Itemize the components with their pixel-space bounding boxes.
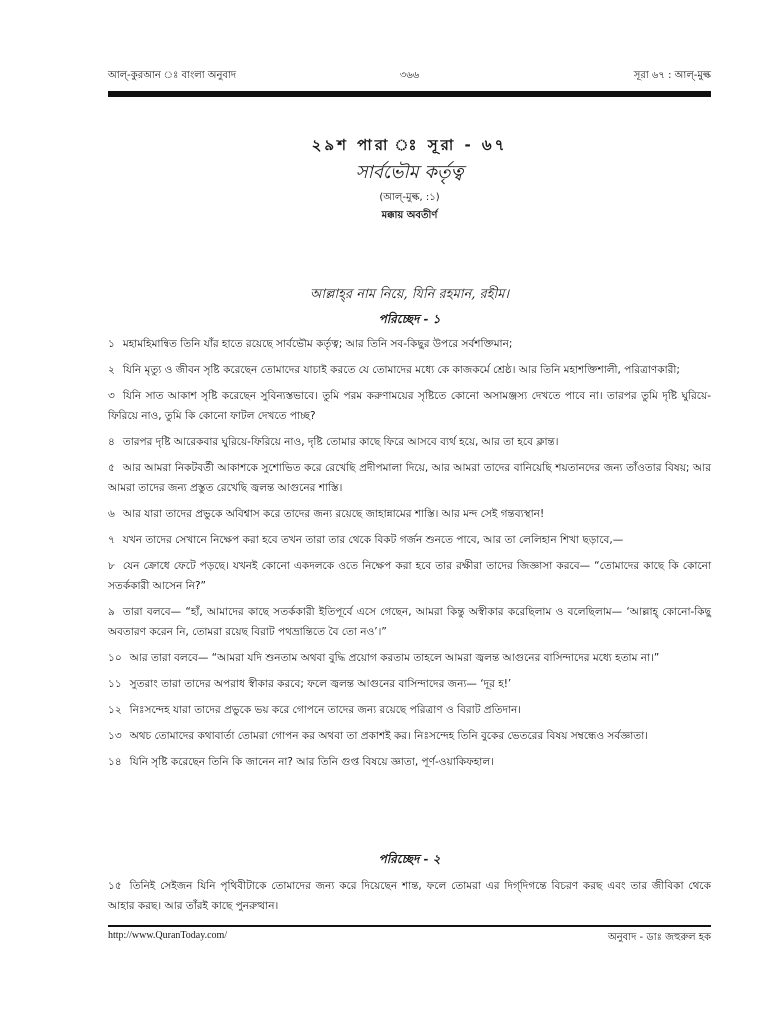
title-block	[108, 134, 711, 224]
verse	[108, 530, 711, 550]
verse-text: সুতরাং তারা তাদের অপরাধ স্বীকার করবে; ফলে জ্বলন্ত আগুনের বাসিন্দাদের জন্য— ‘দূর হ!’	[129, 678, 512, 690]
verse-text: অথচ তোমাদের কথাবার্তা তোমরা গোপন কর অথবা তা প্রকাশই কর। নিঃসন্দেহ তিনি বুকের ভেতরের বিষয় সম্বন্ধেও সর্বজ্ঞাতা।	[129, 730, 648, 742]
verse-number: ৫	[108, 462, 115, 474]
footer-website-link[interactable]: http://www.QuranToday.com/	[108, 930, 228, 941]
verse-text: মহামহিমান্বিত তিনি যাঁর হাতে রয়েছে সার্বভৌম কর্তৃত্ব; আর তিনি সব-কিছুর উপরে সর্বশক্তিমান;	[122, 338, 513, 350]
header-surah-ref: সূরা ৬৭ : আল্-মুল্ক	[633, 70, 711, 81]
verse-text: যখন তাদের সেখানে নিক্ষেপ করা হবে তখন তারা তার থেকে বিকট গর্জন শুনতে পাবে, আর তা লেলিহান শিখা ছড়াবে,—	[122, 534, 624, 546]
bismillah: আল্লাহ্‌র নাম নিয়ে, যিনি রহমান, রহীম।	[309, 287, 510, 302]
revelation-place: মক্কায় অবতীর্ণ	[381, 210, 438, 221]
verse-text: তিনিই সেইজন যিনি পৃথিবীটাকে তোমাদের জন্য করে দিয়েছেন শান্ত, ফলে তোমরা এর দিগ্‌দিগন্তে বিচরণ করছ এবং তার জীবিকা থেকে আহার করছ। আর তাঁরই কাছে পুনরুত্থান।	[108, 880, 711, 912]
verse-number: ৯	[108, 606, 115, 618]
verse-list-1	[108, 334, 711, 778]
verse-text: যিনি সৃষ্টি করেছেন তিনি কি জানেন না? আর তিনি গুপ্ত বিষয়ে জ্ঞাতা, পূর্ণ-ওয়াকিফহাল।	[129, 756, 494, 768]
verse-number: ১	[108, 338, 115, 350]
verse	[108, 432, 711, 452]
verse-number: ১৫	[108, 880, 122, 892]
verse	[108, 648, 711, 668]
verse	[108, 334, 711, 354]
para-title: ২৯শ পারা ঃ সূরা - ৬৭	[311, 136, 508, 154]
verse	[108, 700, 711, 720]
footer-translator: অনুবাদ - ডাঃ জহুরুল হক	[608, 932, 711, 943]
surah-ref: (আল্-মুল্ক, :১)	[379, 192, 440, 203]
verse-text: যিনি সাত আকাশ সৃষ্টি করেছেন সুবিন্যস্তভাবে। তুমি পরম করুণাময়ের সৃষ্টিতে কোনো অসামঞ্জস্য দেখতে পাবে না। তারপর তুমি দৃষ্টি ঘুরিয়ে-ফিরিয়ে নাও, তুমি কি কোনো ফাটল দেখতে পাচ্ছ?	[108, 390, 711, 422]
verse-number: ৭	[108, 534, 115, 546]
verse	[108, 602, 711, 642]
verse-text: তারা বলবে— “হাঁ, আমাদের কাছে সতর্ককারী ইতিপূর্বে এসে গেছেন, আমরা কিন্তু অস্বীকার করেছিলাম ও বলেছিলাম— ‘আল্লাহ্‌ কোনো-কিছু অবতারণ করেন নি, তোমরা রয়েছ বিরাট পথভ্রান্তিতে বৈ তো নও’।”	[108, 606, 711, 638]
verse-number: ১৪	[108, 756, 122, 768]
verse-number: ২	[108, 364, 115, 376]
verse	[108, 458, 711, 498]
surah-name: সার্বভৌম কর্তৃত্ব	[355, 162, 464, 183]
verse-number: ১৩	[108, 730, 122, 742]
verse-text: তারপর দৃষ্টি আরেকবার ঘুরিয়ে-ফিরিয়ে নাও, দৃষ্টি তোমার কাছে ফিরে আসবে ব্যর্থ হয়ে, আর তা হবে ক্লান্ত।	[122, 436, 559, 448]
verse-text: যিনি মৃত্যু ও জীবন সৃষ্টি করেছেন তোমাদের যাচাই করতে যে তোমাদের মধ্যে কে কাজকর্মে শ্রেষ্ঠ। আর তিনি মহাশক্তিশালী, পরিত্রাণকারী;	[122, 364, 680, 376]
section-heading-text: পরিচ্ছেদ - ২	[378, 852, 441, 866]
verse	[108, 360, 711, 380]
verse-list-2	[108, 876, 711, 922]
page-header	[108, 66, 711, 86]
verse	[108, 504, 711, 524]
verse	[108, 726, 711, 746]
verse	[108, 876, 711, 916]
verse-number: ১১	[108, 678, 122, 690]
verse-number: ৬	[108, 508, 115, 520]
verse	[108, 386, 711, 426]
header-page-number: ৩৬৬	[399, 70, 420, 81]
verse	[108, 674, 711, 694]
verse-number: ৩	[108, 390, 115, 402]
verse	[108, 752, 711, 772]
verse-text: নিঃসন্দেহ যারা তাদের প্রভুকে ভয় করে গোপনে তাদের জন্য রয়েছে পরিত্রাণ ও বিরাট প্রতিদান।	[129, 704, 522, 716]
verse-number: ১২	[108, 704, 122, 716]
verse-number: ১০	[108, 652, 122, 664]
verse-text: আর তারা বলবে— “আমরা যদি শুনতাম অথবা বুদ্ধি প্রয়োগ করতাম তাহলে আমরা জ্বলন্ত আগুনের বাসিন্দাদের মধ্যে হতাম না।”	[129, 652, 660, 664]
verse-number: ৮	[108, 560, 115, 572]
verse-text: যেন ক্রোধে ফেটে পড়ছে। যখনই কোনো একদলকে ওতে নিক্ষেপ করা হবে তার রক্ষীরা তাদের জিজ্ঞাসা করবে— “তোমাদের কাছে কি কোনো সতর্ককারী আসেন নি?”	[108, 560, 711, 592]
verse-number: ৪	[108, 436, 115, 448]
page-footer	[108, 930, 711, 946]
section-heading-2	[108, 850, 711, 868]
verse-text: আর যারা তাদের প্রভুকে অবিশ্বাস করে তাদের জন্য রয়েছে জাহান্নামের শাস্তি। আর মন্দ সেই গন্তব্যস্থান!	[122, 508, 545, 520]
footer-divider	[108, 925, 711, 927]
header-book-title: আল্-কুরআন ঃ বাংলা অনুবাদ	[108, 70, 237, 81]
section-heading-text: পরিচ্ছেদ - ১	[378, 312, 441, 326]
verse	[108, 556, 711, 596]
verse-text: আর আমরা নিকটবর্তী আকাশকে সুশোভিত করে রেখেছি প্রদীপমালা দিয়ে, আর আমরা তাদের বানিয়েছি শয়তানদের জন্য তাঁওতার বিষয়; আর আমরা তাদের জন্য প্রস্তুত রেখেছি জ্বলন্ত আগুনের শাস্তি।	[108, 462, 711, 494]
header-divider	[108, 91, 711, 97]
section-heading-1	[108, 310, 711, 328]
